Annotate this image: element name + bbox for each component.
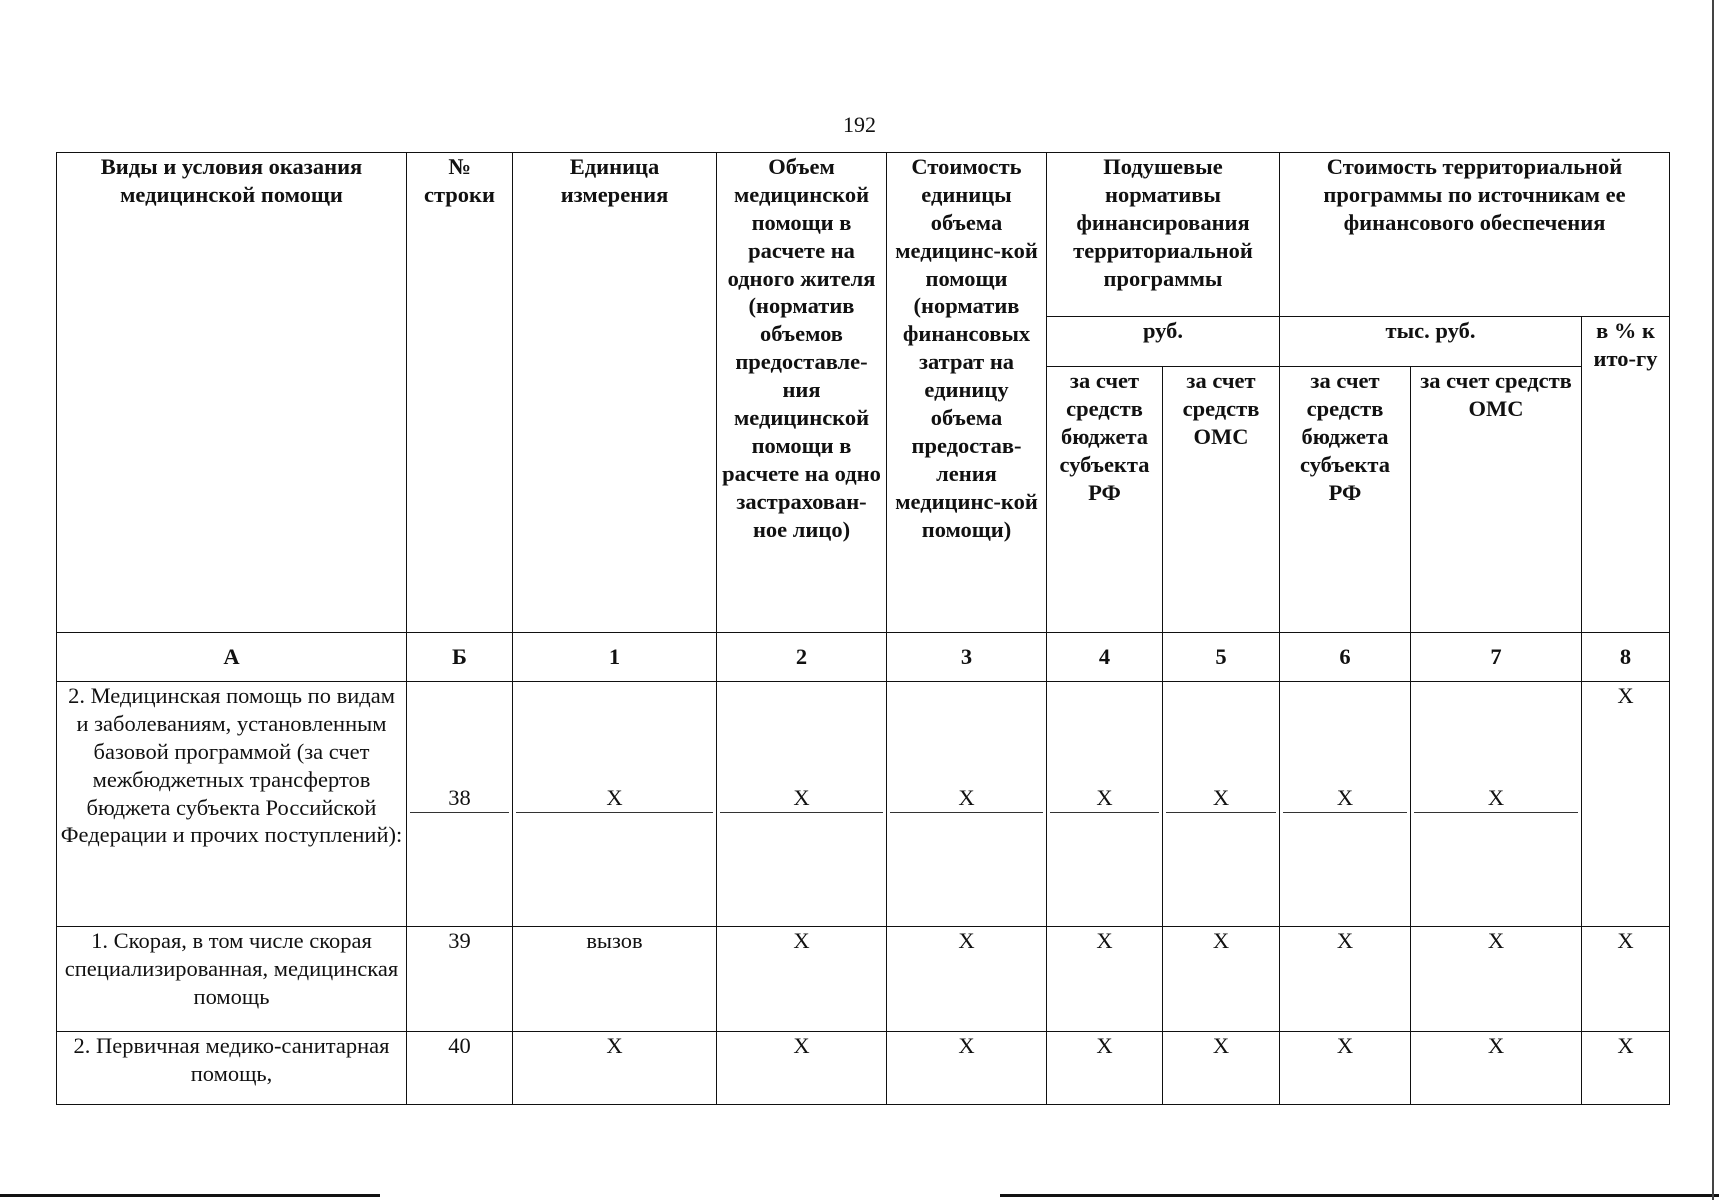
cell-value: X: [606, 785, 623, 810]
cell-value: X: [1280, 1032, 1411, 1105]
header-per-capita-oms: за счет средств ОМС: [1163, 367, 1280, 633]
header-types-of-care: Виды и условия оказания медицинской помощи: [57, 153, 407, 633]
value-cell: [1280, 682, 1411, 927]
cell-value: X: [1163, 1032, 1280, 1105]
row-number-cell: [407, 682, 513, 927]
value-cell: [1047, 682, 1163, 927]
column-number: 6: [1280, 633, 1411, 682]
cell-value: X: [1411, 1032, 1582, 1105]
column-number: 4: [1047, 633, 1163, 682]
value-cell: [887, 682, 1047, 927]
scan-edge-line: [1000, 1194, 1719, 1197]
column-number: 2: [717, 633, 887, 682]
cell-value: X: [1212, 785, 1230, 810]
cell-value: X: [1280, 927, 1411, 1032]
row-number: 40: [407, 1032, 513, 1105]
column-number: 3: [887, 633, 1047, 682]
column-number-row: [57, 633, 1670, 682]
cell-value: X: [1163, 927, 1280, 1032]
cell-value: X: [1582, 682, 1670, 927]
cell-value: вызов: [513, 927, 717, 1032]
cell-value: X: [887, 927, 1047, 1032]
value-cell: [1411, 682, 1582, 927]
column-number: 1: [513, 633, 717, 682]
cell-value: X: [887, 1032, 1047, 1105]
header-unit-rub: руб.: [1047, 317, 1280, 367]
table-row: [57, 927, 1670, 1032]
cell-value: X: [793, 785, 810, 810]
row-label: 1. Скорая, в том числе скорая специализированная, медицинская помощь: [57, 927, 407, 1032]
cell-value: X: [513, 1032, 717, 1105]
header-unit-cost: Стоимость единицы объема медицинс-кой помощи (норматив финансовых затрат на единицу объема предостав-ления медицинс-кой помощи): [887, 153, 1047, 633]
cell-value: X: [1047, 927, 1163, 1032]
row-label: 2. Первичная медико-санитарная помощь,: [57, 1032, 407, 1105]
table-row: [57, 682, 1670, 927]
cell-value: X: [1047, 1032, 1163, 1105]
cell-value: X: [1582, 927, 1670, 1032]
header-cost-budget: за счет средств бюджета субъекта РФ: [1280, 367, 1411, 633]
column-number: А: [57, 633, 407, 682]
header-per-capita-budget-text: за счет средств бюджета субъекта РФ: [1059, 368, 1150, 505]
value-cell: [717, 682, 887, 927]
column-number: 5: [1163, 633, 1280, 682]
cell-value: X: [1582, 1032, 1670, 1105]
cell-value: X: [717, 927, 887, 1032]
row-number: 39: [407, 927, 513, 1032]
cell-value: X: [1411, 927, 1582, 1032]
cell-value: X: [1096, 785, 1113, 810]
financing-table-sheet: [56, 152, 1669, 1116]
header-cost-oms: за счет средств ОМС: [1411, 367, 1582, 633]
row-label: 2. Медицинская помощь по видам и заболеваниям, установленным базовой программой (за счет межбюджетных трансфертов бюджета субъекта Российской Федерации и прочих поступлений):: [57, 682, 407, 927]
cell-value: X: [717, 1032, 887, 1105]
header-per-capita-budget: [1047, 367, 1163, 633]
row-number: 38: [448, 785, 471, 810]
column-number: Б: [407, 633, 513, 682]
header-unit: Единица измерения: [513, 153, 717, 633]
header-unit-thousand-rub: тыс. руб.: [1280, 317, 1582, 367]
value-cell: [513, 682, 717, 927]
header-row-number: № строки: [407, 153, 513, 633]
cell-value: X: [1336, 785, 1354, 810]
header-per-capita-norms: Подушевые нормативы финансирования территориальной программы: [1047, 153, 1280, 317]
page-number: 192: [843, 112, 876, 137]
header-program-cost: Стоимость территориальной программы по источникам ее финансового обеспечения: [1280, 153, 1670, 317]
scan-edge-line: [0, 1194, 380, 1197]
column-number: 7: [1411, 633, 1582, 682]
column-number: 8: [1582, 633, 1670, 682]
header-volume-per-resident: Объем медицинской помощи в расчете на одного жителя (норматив объемов предоставле-ния медицинской помощи в расчете на одно застрахован-ное лицо): [717, 153, 887, 633]
scan-edge-line: [1712, 0, 1714, 1200]
cell-value: X: [1487, 785, 1505, 810]
header-percent-of-total: в % к ито-гу: [1582, 317, 1670, 633]
financing-table: [56, 152, 1670, 1105]
table-row: [57, 1032, 1670, 1105]
value-cell: [1163, 682, 1280, 927]
cell-value: X: [958, 785, 975, 810]
